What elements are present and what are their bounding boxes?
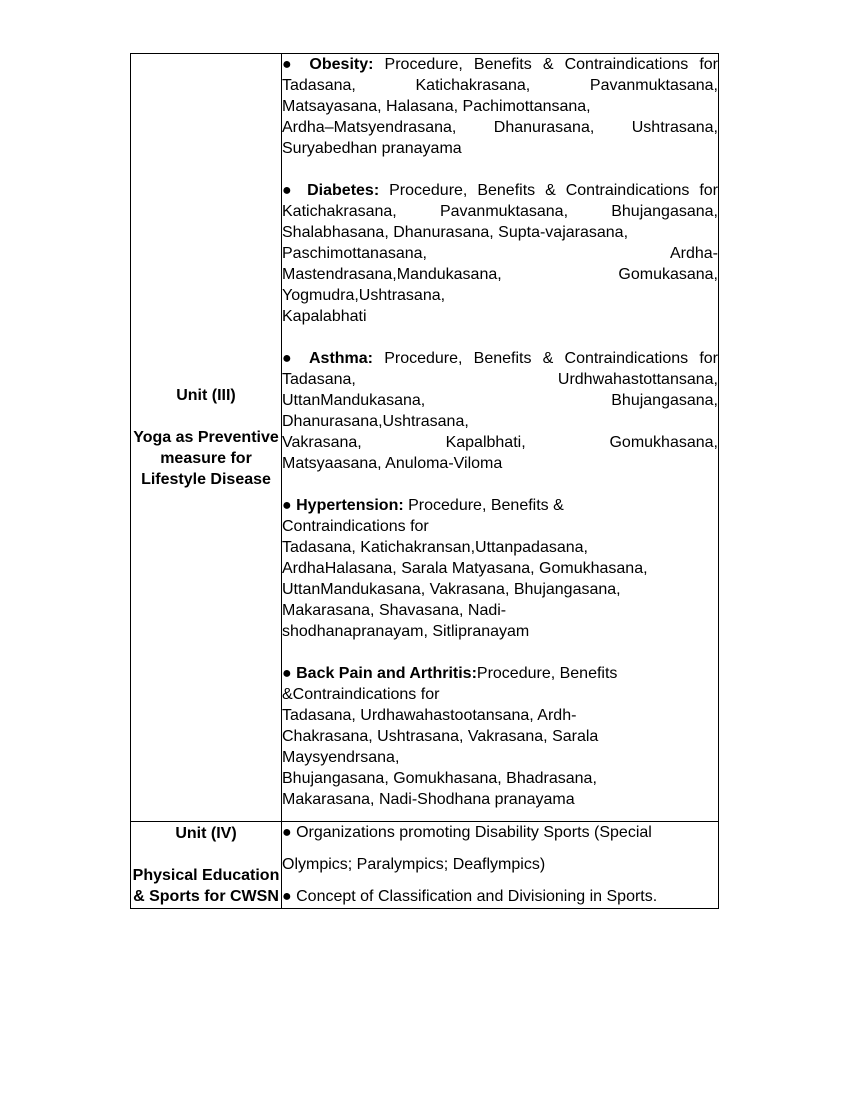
topic-diabetes: [282, 180, 718, 327]
topic-heading: Procedure, Benefits &: [403, 497, 564, 514]
asana-line: Makarasana, Nadi-Shodhana pranayama: [282, 791, 575, 808]
table-row-unit-4: [131, 822, 719, 909]
topic-name: ● Obesity:: [282, 56, 374, 73]
asana-line: Matsyaasana, Anuloma-Viloma: [282, 455, 503, 472]
syllabus-table: [130, 53, 719, 909]
asana-line: Tadasana, Katichakransan,Uttanpadasana,: [282, 539, 588, 556]
asana-line: Mastendrasana,Mandukasana, Gomukasana,: [282, 266, 718, 283]
asana-line: Tadasana, Katichakrasana, Pavanmuktasana,: [282, 77, 718, 94]
topic-name: ● Hypertension:: [282, 497, 404, 514]
topic-heading: Procedure, Benefits: [476, 665, 618, 682]
topic-heading-line2: &Contraindications for: [282, 686, 440, 703]
asana-line: UttanMandukasana, Vakrasana, Bhujangasana,: [282, 581, 621, 598]
topic-heading: Procedure, Benefits & Contraindications for: [373, 350, 718, 367]
list-item: Olympics; Paralympics; Deaflympics): [282, 856, 546, 873]
unit-3-title: Yoga as Preventive measure for Lifestyle Disease: [133, 429, 279, 488]
asana-line: Tadasana, Urdhwahastottansana,: [282, 371, 718, 388]
unit-3-label: Unit (III): [176, 387, 236, 404]
table-row-unit-3: [131, 54, 719, 822]
list-item: ● Concept of Classification and Divisioning in Sports.: [282, 888, 658, 905]
asana-line: Bhujangasana, Gomukhasana, Bhadrasana,: [282, 770, 597, 787]
topic-back-pain-arthritis: [282, 663, 718, 810]
asana-line: Makarasana, Shavasana, Nadi-: [282, 602, 507, 619]
asana-line: ArdhaHalasana, Sarala Matyasana, Gomukhasana,: [282, 560, 648, 577]
topic-obesity: [282, 54, 718, 159]
topic-heading: Procedure, Benefits & Contraindications for: [373, 56, 718, 73]
topic-heading-line2: Contraindications for: [282, 518, 429, 535]
asana-line: Ardha–Matsyendrasana, Dhanurasana, Ushtrasana,: [282, 119, 718, 136]
list-item: ● Organizations promoting Disability Sports (Special: [282, 824, 652, 841]
unit-4-content: [282, 822, 719, 909]
topic-heading: Procedure, Benefits & Contraindications for: [379, 182, 718, 199]
asana-line: Dhanurasana,Ushtrasana,: [282, 413, 469, 430]
topic-name: ● Asthma:: [282, 350, 374, 367]
topic-hypertension: [282, 495, 718, 642]
asana-line: Katichakrasana, Pavanmuktasana, Bhujangasana,: [282, 203, 718, 220]
topic-name: ● Diabetes:: [282, 182, 380, 199]
asana-line: Vakrasana, Kapalbhati, Gomukhasana,: [282, 434, 718, 451]
asana-line: Matsayasana, Halasana, Pachimottansana,: [282, 98, 591, 115]
topic-asthma: [282, 348, 718, 474]
asana-line: UttanMandukasana, Bhujangasana,: [282, 392, 718, 409]
asana-line: Paschimottanasana, Ardha-: [282, 245, 718, 262]
unit-4-label: Unit (IV): [175, 825, 237, 842]
asana-line: Maysyendrsana,: [282, 749, 400, 766]
asana-line: Yogmudra,Ushtrasana,: [282, 287, 446, 304]
asana-line: Tadasana, Urdhawahastootansana, Ardh-: [282, 707, 577, 724]
unit-4-title: Physical Education & Sports for CWSN: [132, 867, 280, 905]
asana-line: shodhanapranayam, Sitlipranayam: [282, 623, 530, 640]
unit-3-cell: [131, 54, 282, 822]
unit-3-content: [282, 54, 719, 822]
asana-line: Chakrasana, Ushtrasana, Vakrasana, Sarala: [282, 728, 599, 745]
asana-line: Suryabedhan pranayama: [282, 140, 462, 157]
asana-line: Kapalabhati: [282, 308, 367, 325]
asana-line: Shalabhasana, Dhanurasana, Supta-vajarasana,: [282, 224, 629, 241]
unit-4-cell: [131, 822, 282, 909]
topic-name: ● Back Pain and Arthritis:: [282, 665, 477, 682]
